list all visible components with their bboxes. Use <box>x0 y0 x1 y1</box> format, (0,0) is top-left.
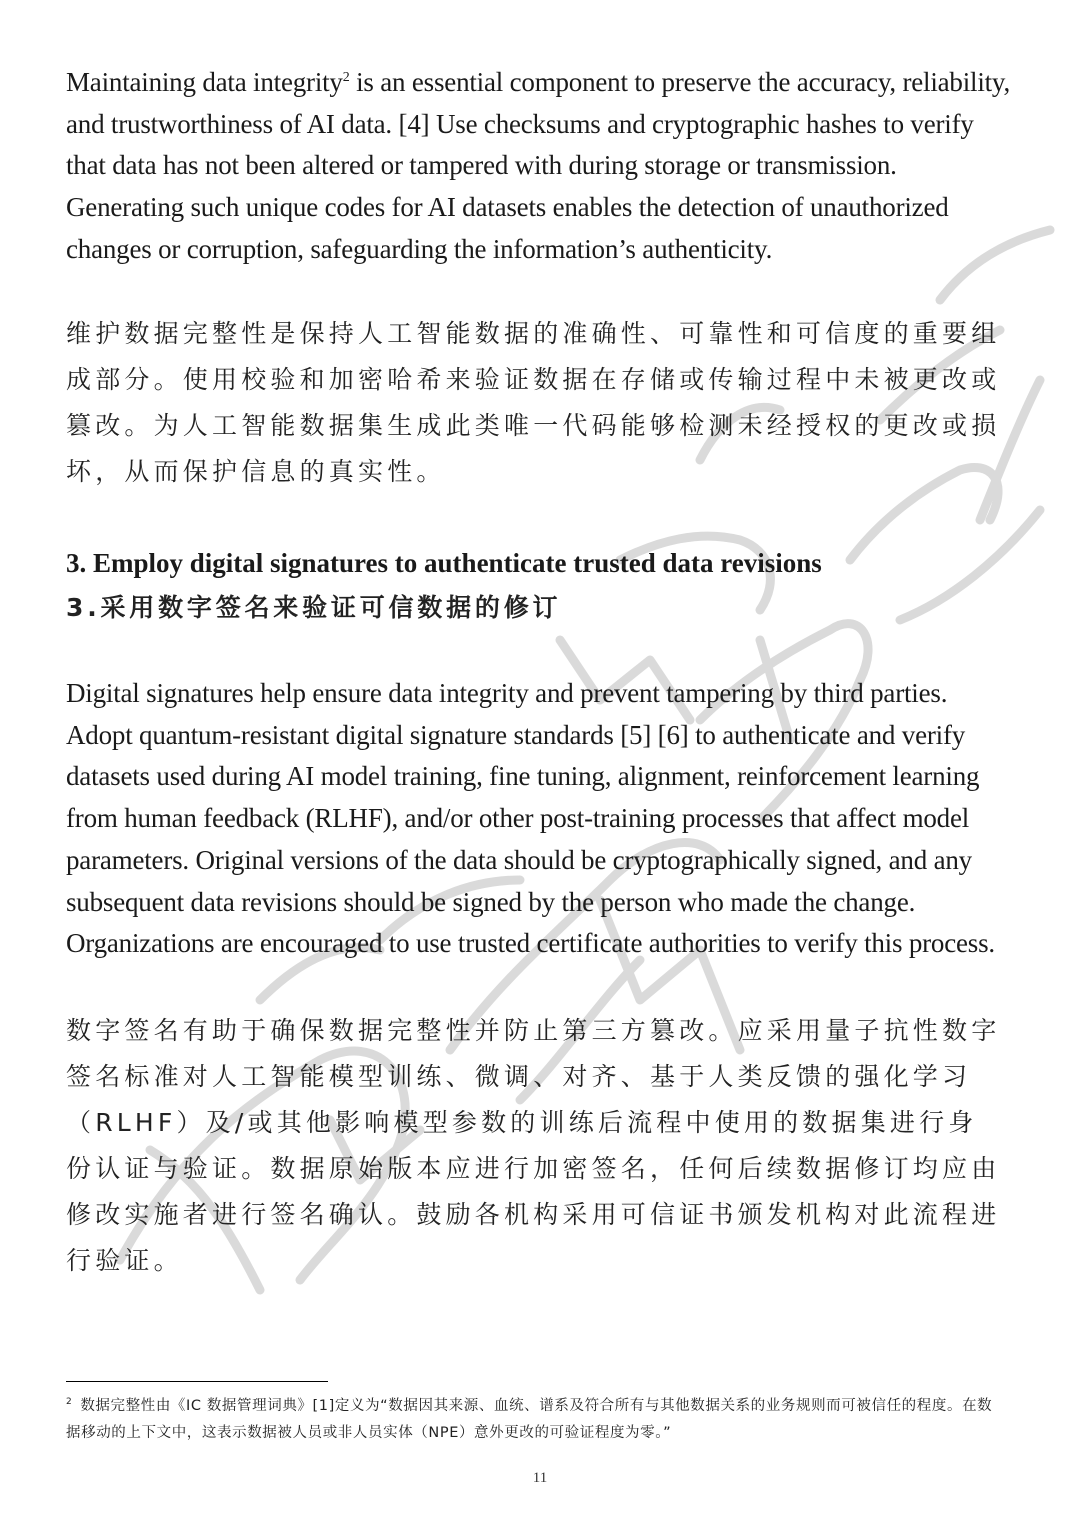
paragraph-data-integrity-en <box>66 62 1016 271</box>
footnote-reference[interactable]: 2 <box>342 70 350 85</box>
paragraph-digital-signatures-en: Digital signatures help ensure data integrity and prevent tampering by third parties. Adopt quantum-resistant digital signature standards [5] [6] to authenticate and verify datasets used during AI model training, fine tuning, alignment, reinforcement learning from human feedback (RLHF), and/or other post-training processes that affect model parameters. Original versions of the data should be cryptographically signed, and any subsequent data revisions should be signed by the person who made the change. Organizations are encouraged to use trusted certificate authorities to verify this process. <box>66 678 995 959</box>
paragraph-lead: Maintaining data integrity <box>66 67 343 97</box>
footnote-text: 数据完整性由《IC 数据管理词典》[1]定义为“数据因其来源、血统、谱系及符合所有与其他数据关系的业务规则而可被信任的程度。在数据移动的上下文中，这表示数据被人员或非人员实体（NPE）意外更改的可验证程度为零。” <box>66 1398 993 1441</box>
footnote-marker: 2 <box>66 1397 73 1408</box>
section-heading-en: 3. Employ digital signatures to authenticate trusted data revisions <box>66 548 822 578</box>
footnote-divider <box>66 1381 328 1382</box>
paragraph-data-integrity-zh: 维护数据完整性是保持人工智能数据的准确性、可靠性和可信度的重要组成部分。使用校验和加密哈希来验证数据在存储或传输过程中未被更改或篡改。为人工智能数据集生成此类唯一代码能够检测未经授权的更改或损坏，从而保护信息的真实性。 <box>66 319 1001 486</box>
page-number: 11 <box>532 1470 548 1486</box>
section-heading-zh: 3.采用数字签名来验证可信数据的修订 <box>66 593 562 622</box>
paragraph-body: is an essential component to preserve the accuracy, reliability, and trustworthiness of AI data. [4] Use checksums and cryptographic hashes to verify that data has not been altered or tampered with during storage or transmission. Generating such unique codes for AI datasets enables the detection of unauthorized changes or corruption, safeguarding the information’s authenticity. <box>66 67 1011 264</box>
footnote <box>66 1393 996 1447</box>
paragraph-digital-signatures-zh: 数字签名有助于确保数据完整性并防止第三方篡改。应采用量子抗性数字签名标准对人工智能模型训练、微调、对齐、基于人类反馈的强化学习（RLHF）及/或其他影响模型参数的训练后流程中使用的数据集进行身份认证与验证。数据原始版本应进行加密签名，任何后续数据修订均应由修改实施者进行签名确认。鼓励各机构采用可信证书颁发机构对此流程进行验证。 <box>66 1016 1001 1275</box>
